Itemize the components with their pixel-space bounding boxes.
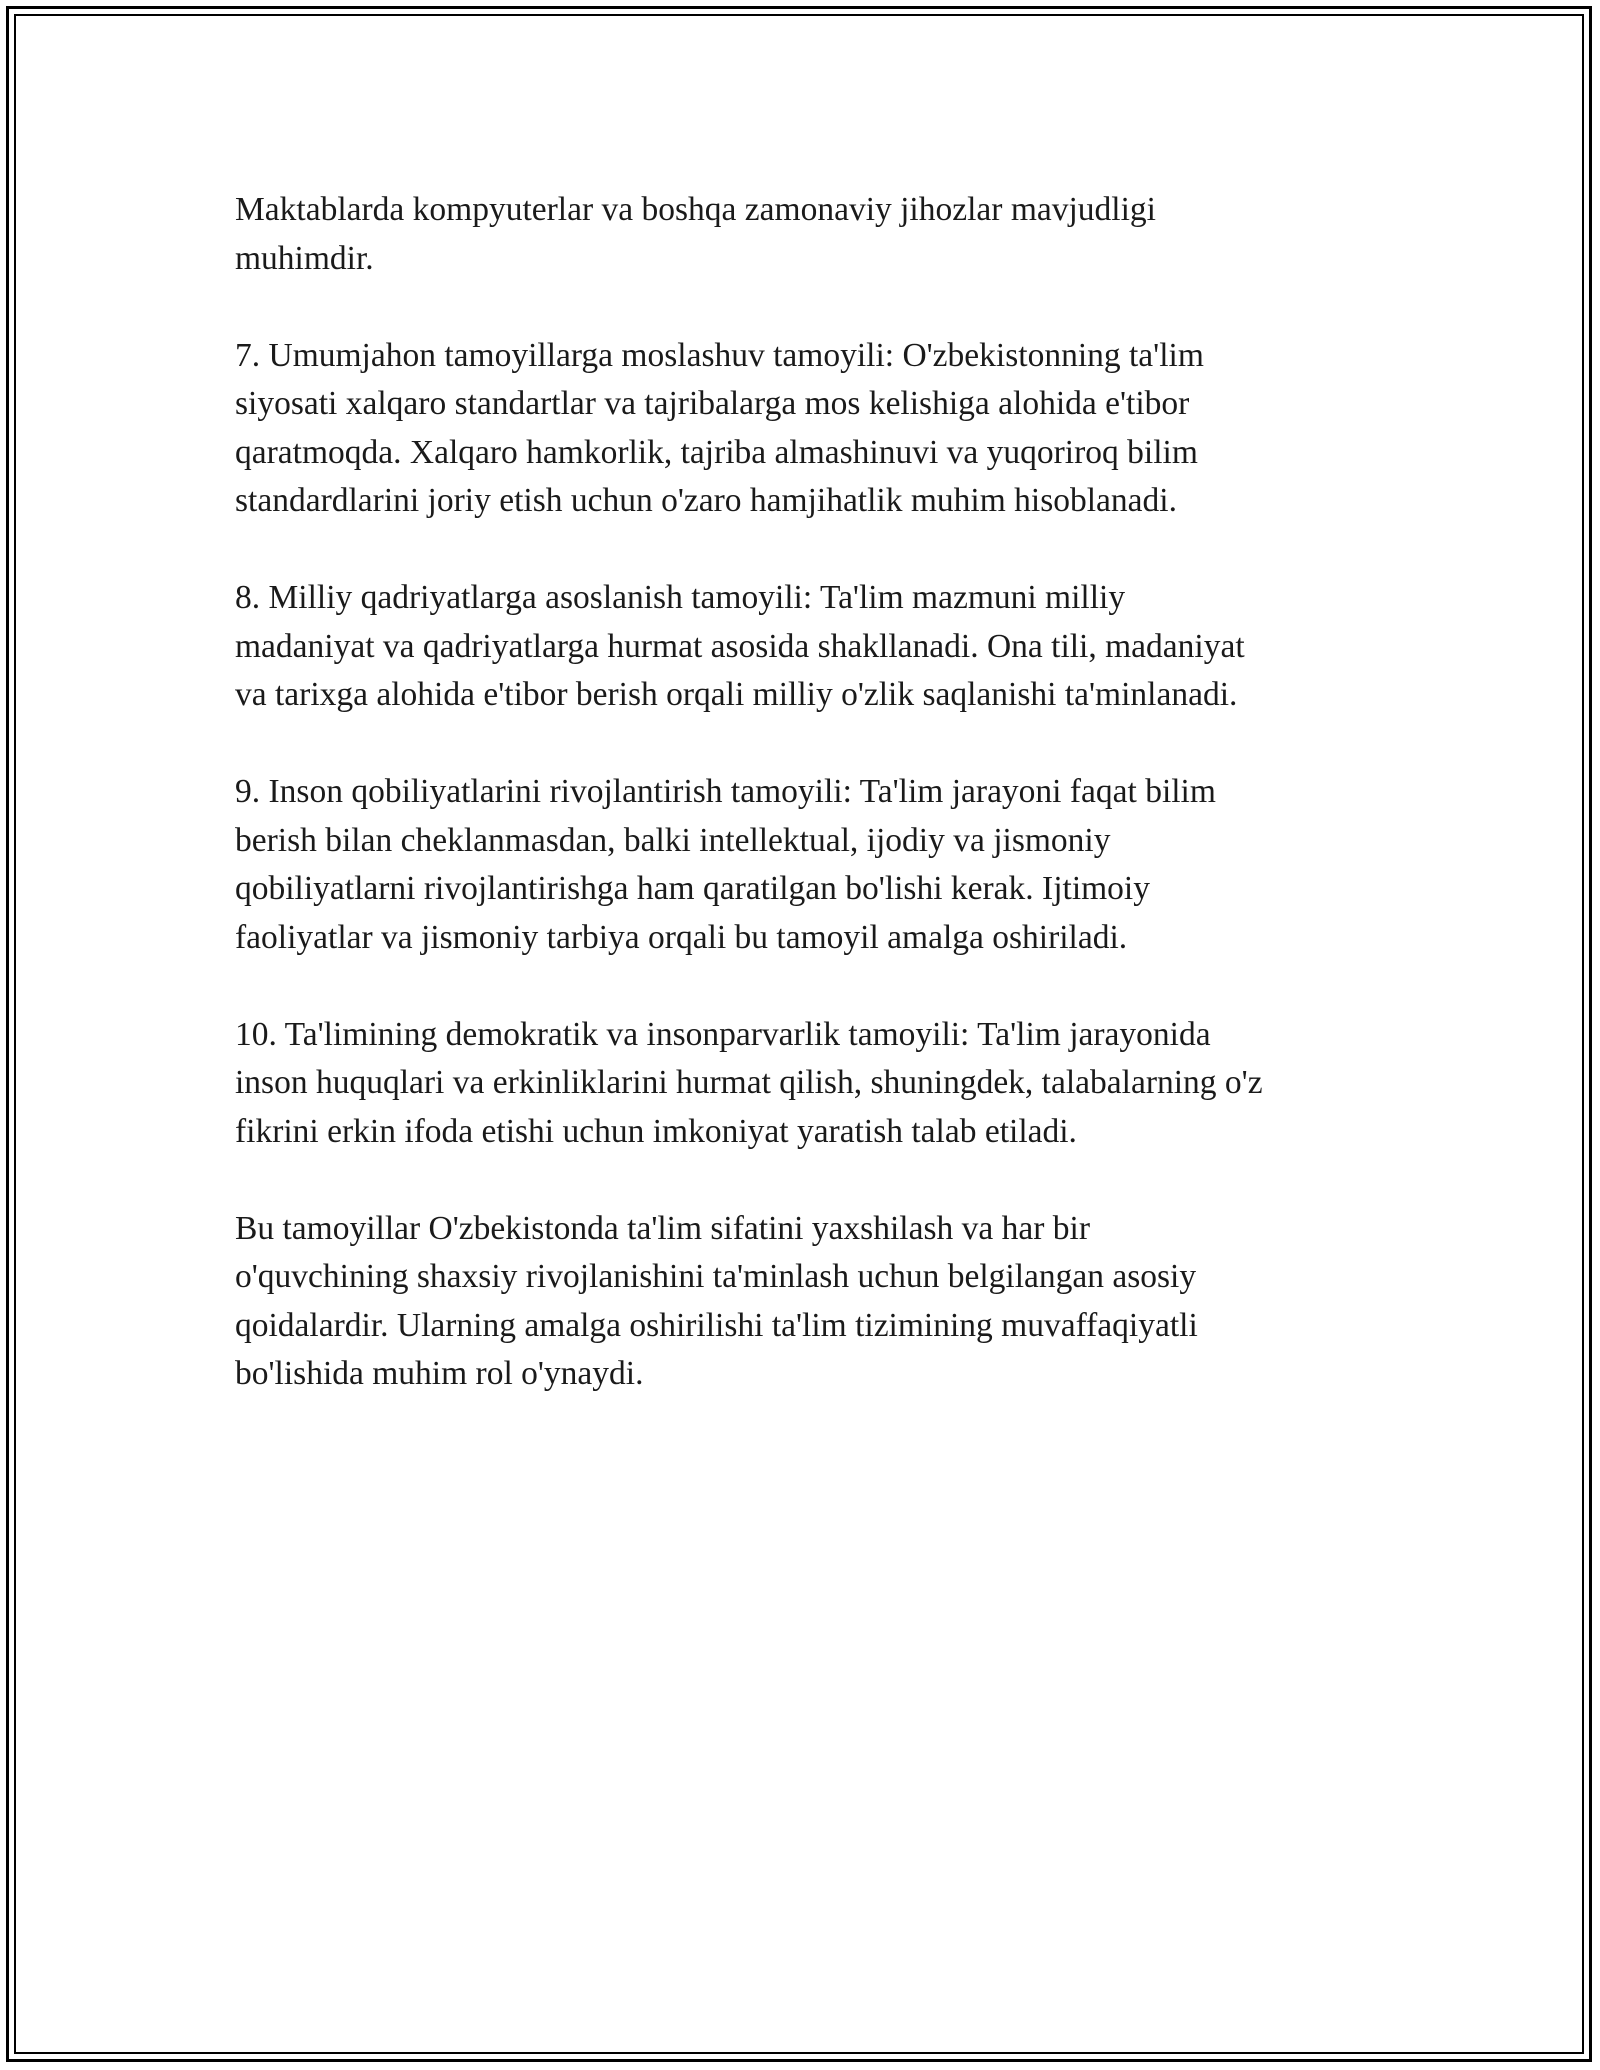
paragraph-principle-10: 10. Ta'limining demokratik va insonparvarlik tamoyili: Ta'lim jarayonida inson huquqlari va erkinliklarini hurmat qilish, shuningdek, talabalarning o'z fikrini erkin ifoda etishi uchun imkoniyat yaratish talab etiladi. xyxy=(235,1015,1263,1150)
paragraph-intro-continuation: Maktablarda kompyuterlar va boshqa zamonaviy jihozlar mavjudligi muhimdir. xyxy=(235,191,1156,277)
paragraph-principle-7: 7. Umumjahon tamoyillarga moslashuv tamoyili: O'zbekistonning ta'lim siyosati xalqaro standartlar va tajribalarga mos kelishiga alohida e'tibor qaratmoqda. Xalqaro hamkorlik, tajriba almashinuvi va yuqoriroq bilim standardlarini joriy etish uchun o'zaro hamjihatlik muhim hisoblanadi. xyxy=(235,336,1204,519)
paragraph-conclusion: Bu tamoyillar O'zbekistonda ta'lim sifatini yaxshilash va har bir o'quvchining shaxsiy rivojlanishini ta'minlash uchun belgilangan asosiy qoidalardir. Ularning amalga oshirilishi ta'lim tizimining muvaffaqiyatli bo'lishida muhim rol o'ynaydi. xyxy=(235,1209,1198,1392)
paragraph-principle-9: 9. Inson qobiliyatlarini rivojlantirish tamoyili: Ta'lim jarayoni faqat bilim berish bilan cheklanmasdan, balki intellektual, ijodiy va jismoniy qobiliyatlarni rivojlantirishga ham qaratilgan bo'lishi kerak. Ijtimoiy faoliyatlar va jismoniy tarbiya orqali bu tamoyil amalga oshiriladi. xyxy=(235,773,1216,956)
document-body xyxy=(235,186,1385,1447)
paragraph-principle-8: 8. Milliy qadriyatlarga asoslanish tamoyili: Ta'lim mazmuni milliy madaniyat va qadriyatlarga hurmat asosida shakllanadi. Ona tili, madaniyat va tarixga alohida e'tibor berish orqali milliy o'zlik saqlanishi ta'minlanadi. xyxy=(235,579,1245,713)
